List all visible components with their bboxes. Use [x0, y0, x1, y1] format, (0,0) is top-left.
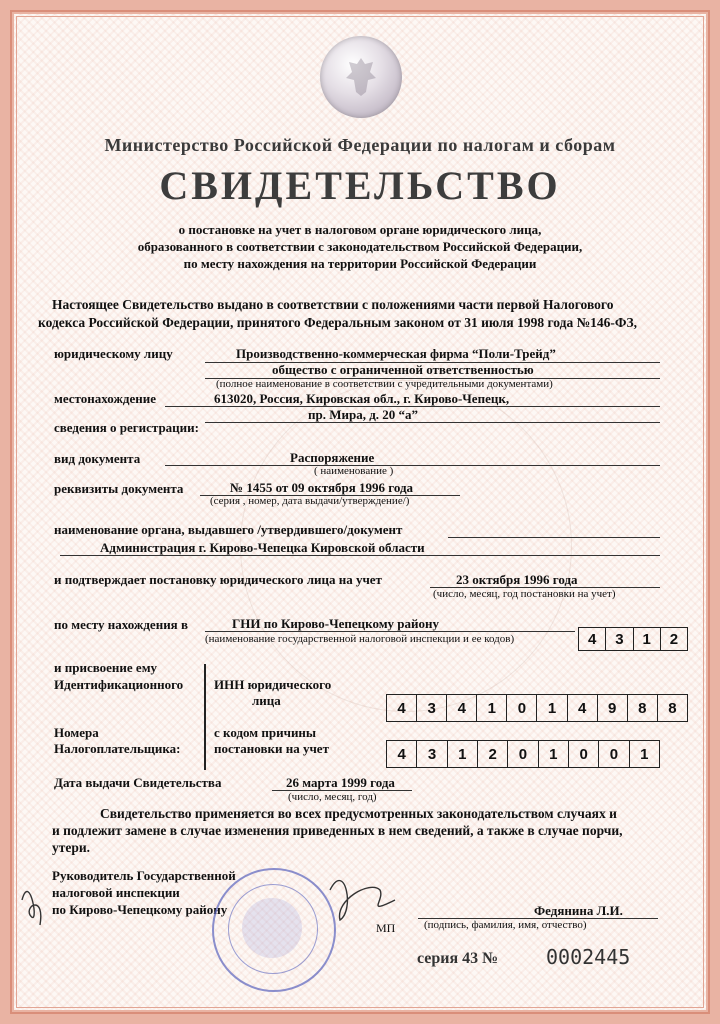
- signer-name: Федянина Л.И.: [534, 903, 623, 918]
- kpp-digit: 1: [539, 741, 569, 767]
- note-line-2: и подлежит замене в случае изменения приведенных в нем сведений, а также в случае порчи,: [52, 823, 623, 838]
- inn-digit: 4: [387, 695, 417, 721]
- inn-digit: 4: [568, 695, 598, 721]
- subtitle-line-1: о постановке на учет в налоговом органе юридического лица,: [178, 222, 542, 237]
- registration-date-hint: (число, месяц, год постановки на учет): [433, 588, 616, 600]
- kpp-digit: 2: [478, 741, 508, 767]
- underline: [165, 465, 660, 466]
- kpp-label-1: с кодом причины: [214, 725, 317, 740]
- location-line-1: 613020, Россия, Кировская обл., г. Кирово-Чепецк,: [214, 391, 510, 406]
- intro-line-2: кодекса Российской Федерации, принятого Федеральным законом от 31 июля 1998 года №146-ФЗ,: [38, 315, 637, 330]
- entity-name-hint: (полное наименование в соответствии с учредительными документами): [216, 378, 553, 390]
- requisites-value: № 1455 от 09 октября 1996 года: [230, 480, 414, 495]
- doc-type-label: вид документа: [54, 451, 141, 466]
- place-label: по месту нахождения в: [54, 617, 188, 632]
- inn-digit: 0: [507, 695, 537, 721]
- kpp-digit-boxes: [386, 740, 660, 768]
- numbers-label-2: Налогоплательщика:: [54, 741, 181, 756]
- registration-label: сведения о регистрации:: [54, 420, 199, 435]
- inspection-code-boxes: [578, 627, 688, 651]
- code-digit: 3: [606, 628, 633, 650]
- signer-role-3: по Кирово-Чепецкому району: [52, 902, 228, 917]
- numbers-label-1: Номера: [54, 725, 99, 740]
- doc-type-hint: ( наименование ): [314, 465, 394, 477]
- code-digit: 1: [634, 628, 661, 650]
- kpp-digit: 4: [387, 741, 417, 767]
- signer-role-1: Руководитель Государственной: [52, 868, 236, 883]
- issuer-value: Администрация г. Кирово-Чепецка Кировской области: [100, 540, 425, 555]
- issuer-label: наименование органа, выдавшего /утвердившего/документ: [54, 522, 403, 537]
- requisites-hint: (серия , номер, дата выдачи/утверждение/): [210, 495, 410, 507]
- code-digit: 4: [579, 628, 606, 650]
- entity-name-line-1: Производственно-коммерческая фирма “Поли-Трейд”: [236, 346, 556, 361]
- inn-digit: 1: [537, 695, 567, 721]
- underline: [448, 537, 660, 538]
- issue-date-label: Дата выдачи Свидетельства: [54, 775, 222, 790]
- subtitle-line-3: по месту нахождения на территории Российской Федерации: [183, 256, 537, 271]
- inn-digit: 8: [628, 695, 658, 721]
- kpp-digit: 0: [599, 741, 629, 767]
- separator-line: [204, 664, 206, 770]
- underline: [205, 422, 660, 423]
- entity-label: юридическому лицу: [54, 346, 173, 361]
- underline: [205, 631, 575, 632]
- inn-digit: 9: [598, 695, 628, 721]
- requisites-label: реквизиты документа: [54, 481, 184, 496]
- subtitle-line-2: образованного в соответствии с законодательством Российской Федерации,: [137, 239, 583, 254]
- intro-line-1: Настоящее Свидетельство выдано в соответствии с положениями части первой Налогового: [52, 297, 614, 312]
- signature-hint: (подпись, фамилия, имя, отчество): [424, 919, 587, 931]
- doc-type-value: Распоряжение: [290, 450, 375, 465]
- handwritten-signatures: [0, 840, 720, 950]
- confirmation-label: и подтверждает постановку юридического лица на учет: [54, 572, 382, 587]
- note-line-1: Свидетельство применяется во всех предусмотренных законодательством случаях и: [100, 806, 617, 821]
- inn-digit: 3: [417, 695, 447, 721]
- registration-date: 23 октября 1996 года: [456, 572, 578, 587]
- serial-number: 0002445: [546, 945, 631, 969]
- assign-label-1: и присвоение ему: [54, 660, 158, 675]
- kpp-label-2: постановки на учет: [214, 741, 329, 756]
- issue-date-value: 26 марта 1999 года: [286, 775, 395, 790]
- kpp-digit: 0: [508, 741, 538, 767]
- kpp-digit: 1: [640, 745, 649, 763]
- inn-digit-boxes: [386, 694, 688, 722]
- place-hint: (наименование государственной налоговой инспекции и ее кодов): [205, 633, 515, 645]
- document-title: СВИДЕТЕЛЬСТВО: [159, 163, 561, 208]
- serial-label: серия 43 №: [417, 950, 499, 967]
- kpp-digit: 0: [569, 741, 599, 767]
- seal-place-label: МП: [376, 921, 396, 935]
- assign-label-2: Идентификационного: [54, 677, 184, 692]
- kpp-digit: 3: [417, 741, 447, 767]
- inn-label-1: ИНН юридического: [214, 677, 332, 692]
- signer-role-2: налоговой инспекции: [52, 885, 180, 900]
- inn-label-2: лица: [252, 693, 281, 708]
- inn-digit: 8: [668, 699, 677, 717]
- place-value: ГНИ по Кирово-Чепецкому району: [232, 616, 440, 631]
- entity-name-line-2: общество с ограниченной ответственностью: [272, 362, 534, 377]
- eagle-icon: [342, 54, 380, 98]
- code-digit: 2: [669, 630, 679, 648]
- ministry-heading: Министерство Российской Федерации по налогам и сборам: [104, 135, 616, 155]
- location-line-2: пр. Мира, д. 20 “а”: [308, 407, 419, 422]
- hologram-emblem: [320, 36, 402, 118]
- location-label: местонахождение: [54, 391, 156, 406]
- note-line-3: утери.: [52, 840, 91, 855]
- issue-date-hint: (число, месяц, год): [288, 791, 377, 803]
- inn-digit: 1: [477, 695, 507, 721]
- inn-digit: 4: [447, 695, 477, 721]
- underline: [60, 555, 660, 556]
- kpp-digit: 1: [448, 741, 478, 767]
